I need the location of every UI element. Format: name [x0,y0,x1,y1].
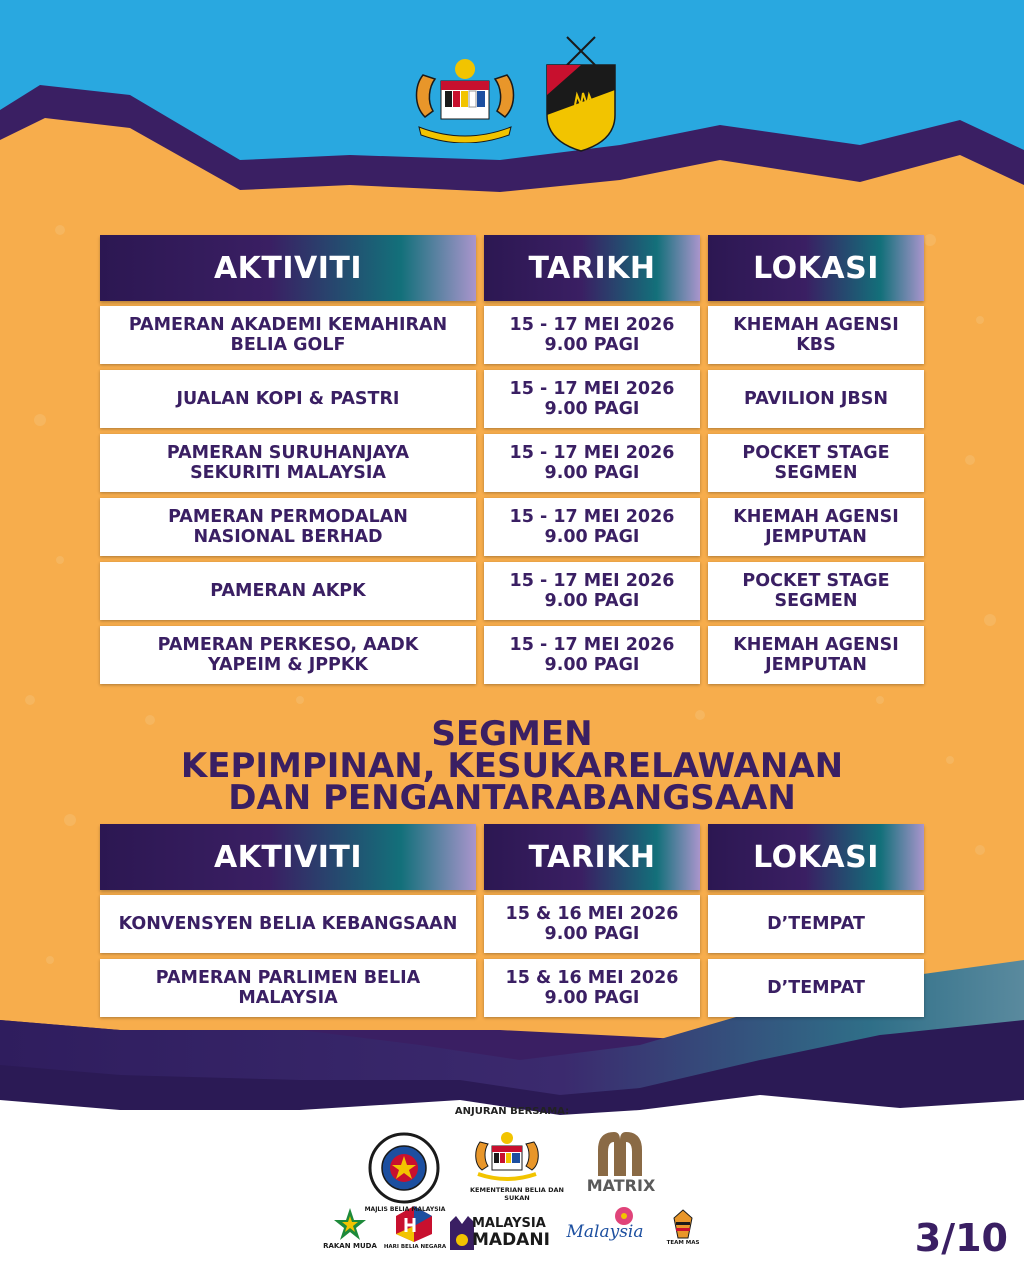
tarikh-cell [484,959,700,1017]
tarikh-cell [484,895,700,953]
text-line: 15 - 17 MEI 2026 [509,443,675,463]
table-row [100,959,924,1017]
text-line: POCKET STAGE [742,571,890,591]
table-header [100,235,924,301]
table-row [100,626,924,684]
aktiviti-cell [100,306,476,364]
text-line: MALAYSIA [238,988,338,1008]
tarikh-cell [484,626,700,684]
aktiviti-cell [100,498,476,556]
table-row [100,306,924,364]
tarikh-cell [484,434,700,492]
page-number: 3/10 [914,1216,1008,1260]
header-tarikh: TARIKH [484,235,700,301]
header-lokasi: LOKASI [708,235,924,301]
text-line: 15 - 17 MEI 2026 [509,635,675,655]
table-row [100,562,924,620]
kbs-label: KEMENTERIAN BELIA DAN SUKAN [470,1186,564,1202]
table-header [100,824,924,890]
text-line: NASIONAL BERHAD [193,527,383,547]
activity-table-1 [100,235,924,684]
text-line: 9.00 PAGI [544,527,640,547]
text-line: D’TEMPAT [767,978,865,998]
text-line: POCKET STAGE [742,443,890,463]
lokasi-cell [708,626,924,684]
negeri-sembilan-crest-icon [545,35,617,153]
rakan-muda-label: RAKAN MUDA [323,1242,377,1250]
text-line: SEGMEN [774,591,858,611]
segment-title-line: DAN PENGANTARABANGSAAN [228,778,796,818]
header-tarikh: TARIKH [484,824,700,890]
text-line: PAVILION JBSN [743,389,888,409]
text-line: 15 - 17 MEI 2026 [509,315,675,335]
matrix-label: MATRIX [586,1176,656,1195]
visit-malaysia-label: Malaysia [566,1222,644,1242]
text-line: BELIA GOLF [230,335,346,355]
text-line: 15 - 17 MEI 2026 [509,507,675,527]
activity-table-2 [100,824,924,1017]
text-line: KBS [796,335,836,355]
text-line: KHEMAH AGENSI [733,315,899,335]
text-line: PAMERAN PERMODALAN [168,507,408,527]
tarikh-cell [484,370,700,428]
segment-title-line: KEPIMPINAN, KESUKARELAWANAN [180,746,844,786]
aktiviti-cell [100,959,476,1017]
text-line: KHEMAH AGENSI [733,507,899,527]
team-mas-logo-icon [672,1208,694,1240]
anjuran-label: ANJURAN BERSAMA: [454,1106,570,1117]
text-line: 15 - 17 MEI 2026 [509,379,675,399]
lokasi-cell [708,959,924,1017]
text-line: KONVENSYEN BELIA KEBANGSAAN [118,914,458,934]
text-line: 15 & 16 MEI 2026 [505,968,679,988]
text-line: YAPEIM & JPPKK [208,655,368,675]
tarikh-cell [484,498,700,556]
text-line: JEMPUTAN [765,655,867,675]
text-line: SEKURITI MALAYSIA [190,463,386,483]
segment-title [0,714,1024,818]
madani-label-top: MALAYSIA [472,1216,546,1231]
header-lokasi: LOKASI [708,824,924,890]
matrix-logo-icon [592,1130,648,1178]
text-line: PAMERAN AKPK [210,581,366,601]
hari-belia-label: HARI BELIA NEGARA [383,1244,447,1250]
tarikh-cell [484,562,700,620]
table-row [100,498,924,556]
text-line: PAMERAN AKADEMI KEMAHIRAN [128,315,448,335]
text-line: 9.00 PAGI [544,988,640,1008]
tarikh-cell [484,306,700,364]
text-line: 15 & 16 MEI 2026 [505,904,679,924]
text-line: JUALAN KOPI & PASTRI [176,389,400,409]
text-line: 9.00 PAGI [544,463,640,483]
team-mas-label: TEAM MAS [666,1240,700,1246]
text-line: 9.00 PAGI [544,399,640,419]
table-row [100,434,924,492]
lokasi-cell [708,895,924,953]
aktiviti-cell [100,370,476,428]
text-line: D’TEMPAT [767,914,865,934]
text-line: KHEMAH AGENSI [733,635,899,655]
kbs-coat-of-arms-icon [470,1130,544,1182]
table-row [100,895,924,953]
text-line: 15 - 17 MEI 2026 [509,571,675,591]
lokasi-cell [708,434,924,492]
text-line: 9.00 PAGI [544,924,640,944]
lokasi-cell [708,370,924,428]
text-line: PAMERAN PERKESO, AADK [157,635,419,655]
aktiviti-cell [100,895,476,953]
majlis-belia-logo-icon [368,1132,440,1204]
table-row [100,370,924,428]
lokasi-cell [708,498,924,556]
aktiviti-cell [100,562,476,620]
text-line: JEMPUTAN [765,527,867,547]
madani-label-bottom: MADANI [472,1230,550,1250]
text-line: 9.00 PAGI [544,335,640,355]
text-line: 9.00 PAGI [544,655,640,675]
majlis-belia-label: MAJLIS BELIA MALAYSIA [364,1206,446,1213]
lokasi-cell [708,306,924,364]
header-aktiviti: AKTIVITI [100,235,476,301]
aktiviti-cell [100,626,476,684]
text-line: PAMERAN PARLIMEN BELIA [155,968,421,988]
malaysia-coat-of-arms-icon [405,55,525,143]
lokasi-cell [708,562,924,620]
segment-title-line: SEGMEN [431,714,593,754]
header-aktiviti: AKTIVITI [100,824,476,890]
aktiviti-cell [100,434,476,492]
text-line: 9.00 PAGI [544,591,640,611]
text-line: PAMERAN SURUHANJAYA [166,443,410,463]
text-line: SEGMEN [774,463,858,483]
